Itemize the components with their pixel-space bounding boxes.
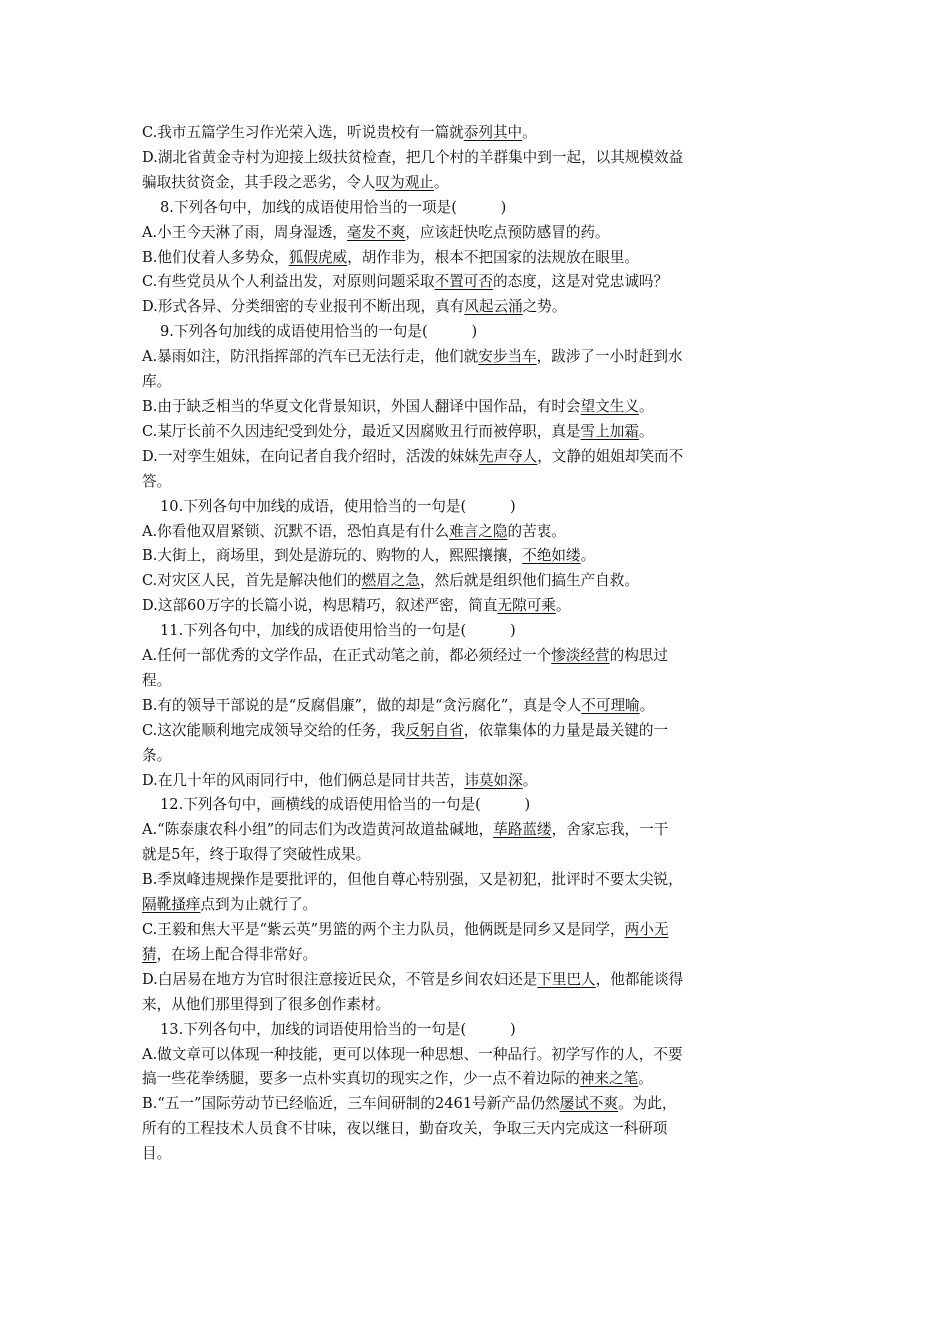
text-line xyxy=(142,769,802,794)
text-segment: ，跋涉了一小时赶到水 xyxy=(536,348,683,366)
underlined-idiom: 望文生义 xyxy=(580,397,639,415)
underlined-idiom: 毫发不爽 xyxy=(346,223,406,241)
text-segment: A.你看他双眉紧锁、沉默不语，恐怕真是有什么 xyxy=(142,522,450,540)
document-page xyxy=(142,121,802,1167)
text-segment: 。 xyxy=(638,422,654,440)
text-segment: 11.下列各句中，加线的成语使用恰当的一句是( ) xyxy=(160,622,516,640)
text-segment: 。 xyxy=(638,1070,653,1088)
text-segment: 搞一些花拳绣腿，要多一点朴实真切的现实之作，少一点不着边际的 xyxy=(142,1070,580,1088)
text-line xyxy=(142,1067,802,1092)
text-segment: B.季岚峰违规操作是要批评的，但他自尊心特别强，又是初犯，批评时不要太尖锐， xyxy=(142,871,683,889)
text-segment: 。 xyxy=(522,771,538,789)
underlined-idiom: 雪上加霜 xyxy=(580,422,639,440)
underlined-idiom: 下里巴人 xyxy=(537,970,596,988)
text-segment: 。 xyxy=(638,397,654,415)
underlined-idiom: 猜 xyxy=(142,945,157,963)
underlined-idiom: 难言之隐 xyxy=(449,522,508,540)
text-line xyxy=(142,221,802,246)
text-line xyxy=(142,918,802,943)
underlined-idiom: 狐假虎威 xyxy=(288,248,348,266)
underlined-idiom: 风起云涌 xyxy=(464,298,523,316)
text-segment: 所有的工程技术人员食不甘味，夜以继日，勤奋攻关，争取三天内完成这一科研项 xyxy=(142,1120,668,1138)
text-segment: ，舍家忘我，一干 xyxy=(551,821,669,839)
text-segment: 12.下列各句中，画横线的成语使用恰当的一句是( ) xyxy=(160,796,531,814)
text-line xyxy=(142,694,802,719)
text-line xyxy=(142,370,802,395)
text-line xyxy=(142,420,802,445)
text-segment: 骗取扶贫资金，其手段之恶劣，令人 xyxy=(142,173,376,191)
text-line xyxy=(142,121,802,146)
text-segment: C.对灾区人民，首先是解决他们的 xyxy=(142,572,362,590)
text-line xyxy=(142,1117,802,1142)
text-line xyxy=(142,295,802,320)
text-line xyxy=(142,669,802,694)
text-segment: 条。 xyxy=(142,746,172,764)
text-segment: 13.下列各句中，加线的词语使用恰当的一句是( ) xyxy=(160,1020,516,1038)
text-segment: 。 xyxy=(433,173,449,191)
underlined-idiom: 叹为观止 xyxy=(375,173,434,191)
question-stem xyxy=(142,495,802,520)
text-line xyxy=(142,270,802,295)
text-segment: 9.下列各句加线的成语使用恰当的一句是( ) xyxy=(160,323,478,341)
text-line xyxy=(142,395,802,420)
text-segment: 。 xyxy=(555,597,571,615)
underlined-idiom: 神来之笔 xyxy=(579,1070,639,1088)
text-segment: C.这次能顺利地完成领导交给的任务，我 xyxy=(142,721,406,739)
text-segment: B.有的领导干部说的是“反腐倡廉”，做的却是“贪污腐化”，真是令人 xyxy=(142,696,582,714)
text-segment: 来，从他们那里得到了很多创作素材。 xyxy=(142,995,391,1013)
text-segment: 目。 xyxy=(142,1145,172,1163)
text-segment: ，胡作非为，根本不把国家的法规放在眼里。 xyxy=(347,248,639,266)
text-line xyxy=(142,445,802,470)
underlined-idiom: 屡试不爽 xyxy=(559,1095,619,1113)
text-segment: 10.下列各句中加线的成语，使用恰当的一句是( ) xyxy=(160,497,516,515)
underlined-idiom: 不可理喻 xyxy=(581,696,640,714)
text-line xyxy=(142,569,802,594)
text-segment: D.形式各异、分类细密的专业报刊不断出现，真有 xyxy=(142,298,465,316)
text-line xyxy=(142,345,802,370)
text-line xyxy=(142,744,802,769)
text-segment: D.在几十年的风雨同行中，他们俩总是同甘共苦， xyxy=(142,771,465,789)
text-segment: B.由于缺乏相当的华夏文化背景知识，外国人翻译中国作品，有时会 xyxy=(142,397,581,415)
underlined-idiom: 荜路蓝缕 xyxy=(493,821,552,839)
text-segment: B.他们仗着人多势众， xyxy=(142,248,289,266)
underlined-idiom: 隔靴搔痒 xyxy=(142,896,201,914)
underlined-idiom: 忝列其中 xyxy=(463,124,523,141)
underlined-idiom: 惨淡经营 xyxy=(551,647,610,665)
underlined-idiom: 先声夺人 xyxy=(478,447,538,465)
underlined-idiom: 安步当车 xyxy=(478,348,537,366)
text-segment: ，他都能谈得 xyxy=(595,970,684,988)
underlined-idiom: 讳莫如深 xyxy=(464,771,523,789)
text-segment: B.“五一”国际劳动节已经临近，三车间研制的2461号新产品仍然 xyxy=(142,1095,560,1113)
text-segment: 的态度，这是对党忠诚吗？ xyxy=(492,273,669,291)
text-segment: B.大街上，商场里，到处是游玩的、购物的人，熙熙攘攘， xyxy=(142,547,523,565)
text-segment: 的苦衷。 xyxy=(507,522,566,540)
text-segment: 。 xyxy=(580,547,596,565)
text-segment: D.这部60万字的长篇小说，构思精巧，叙述严密，简直 xyxy=(142,597,498,615)
text-line xyxy=(142,544,802,569)
text-line xyxy=(142,719,802,744)
text-segment: A.小王今天淋了雨，周身湿透， xyxy=(142,223,347,241)
text-segment: 的构思过 xyxy=(609,647,668,665)
underlined-idiom: 无隙可乘 xyxy=(497,597,556,615)
underlined-idiom: 燃眉之急 xyxy=(361,572,420,590)
question-stem xyxy=(142,196,802,221)
underlined-idiom: 两小无 xyxy=(624,921,669,938)
text-line xyxy=(142,993,802,1018)
text-segment: ，在场上配合得非常好。 xyxy=(156,945,318,963)
question-stem xyxy=(142,793,802,818)
text-segment: 。 xyxy=(522,124,537,141)
text-segment: 程。 xyxy=(142,671,172,689)
text-line xyxy=(142,1092,802,1117)
text-segment: ，然后就是组织他们搞生产自救。 xyxy=(420,572,639,590)
underlined-idiom: 反躬自省 xyxy=(405,721,464,739)
question-stem xyxy=(142,320,802,345)
text-line xyxy=(142,171,802,196)
text-line xyxy=(142,644,802,669)
text-line xyxy=(142,594,802,619)
text-segment: A.做文章可以体现一种技能，更可以体现一种思想、一种品行。初学写作的人，不要 xyxy=(142,1045,683,1063)
text-segment: A.“陈泰康农科小组”的同志们为改造黄河故道盐碱地， xyxy=(142,821,494,839)
text-line xyxy=(142,843,802,868)
text-segment: C.我市五篇学生习作光荣入选，听说贵校有一篇就 xyxy=(142,124,464,141)
underlined-idiom: 不置可否 xyxy=(434,273,493,291)
text-segment: 。为此， xyxy=(618,1095,677,1113)
text-segment: A.任何一部优秀的文学作品，在正式动笔之前，都必须经过一个 xyxy=(142,647,552,665)
text-line xyxy=(142,1142,802,1167)
text-segment: C.某厅长前不久因违纪受到处分，最近又因腐败丑行而被停职，真是 xyxy=(142,422,581,440)
question-stem xyxy=(142,1018,802,1043)
text-segment: A.暴雨如注，防汛指挥部的汽车已无法行走，他们就 xyxy=(142,348,479,366)
text-segment: 答。 xyxy=(142,472,172,490)
text-line xyxy=(142,146,802,171)
text-line xyxy=(142,893,802,918)
text-line xyxy=(142,868,802,893)
text-segment: C.有些党员从个人利益出发，对原则问题采取 xyxy=(142,273,435,291)
text-segment: C.王毅和焦大平是“紫云英”男篮的两个主力队员，他俩既是同乡又是同学， xyxy=(142,921,625,938)
text-line xyxy=(142,520,802,545)
text-line xyxy=(142,246,802,271)
text-segment: 就是5年，终于取得了突破性成果。 xyxy=(142,846,371,864)
text-segment: 之势。 xyxy=(522,298,567,316)
text-line xyxy=(142,818,802,843)
text-segment: 8.下列各句中，加线的成语使用恰当的一项是( ) xyxy=(160,198,507,216)
text-segment: D.湖北省黄金寺村为迎接上级扶贫检查，把几个村的羊群集中到一起，以其规模效益 xyxy=(142,148,684,166)
text-line xyxy=(142,943,802,968)
text-segment: ，依靠集体的力量是最关键的一 xyxy=(463,721,669,739)
text-line xyxy=(142,470,802,495)
text-segment: D.白居易在地方为官时很注意接近民众，不管是乡间农妇还是 xyxy=(142,970,538,988)
text-segment: ，应该赶快吃点预防感冒的药。 xyxy=(405,223,610,241)
text-segment: 。 xyxy=(639,696,655,714)
text-segment: ，文静的姐姐却笑而不 xyxy=(537,447,684,465)
text-segment: 点到为止就行了。 xyxy=(200,896,318,914)
text-line xyxy=(142,1043,802,1068)
question-stem xyxy=(142,619,802,644)
underlined-idiom: 不绝如缕 xyxy=(522,547,581,565)
text-segment: D.一对孪生姐妹，在向记者自我介绍时，活泼的妹妹 xyxy=(142,447,479,465)
text-segment: 库。 xyxy=(142,373,172,391)
text-line xyxy=(142,968,802,993)
